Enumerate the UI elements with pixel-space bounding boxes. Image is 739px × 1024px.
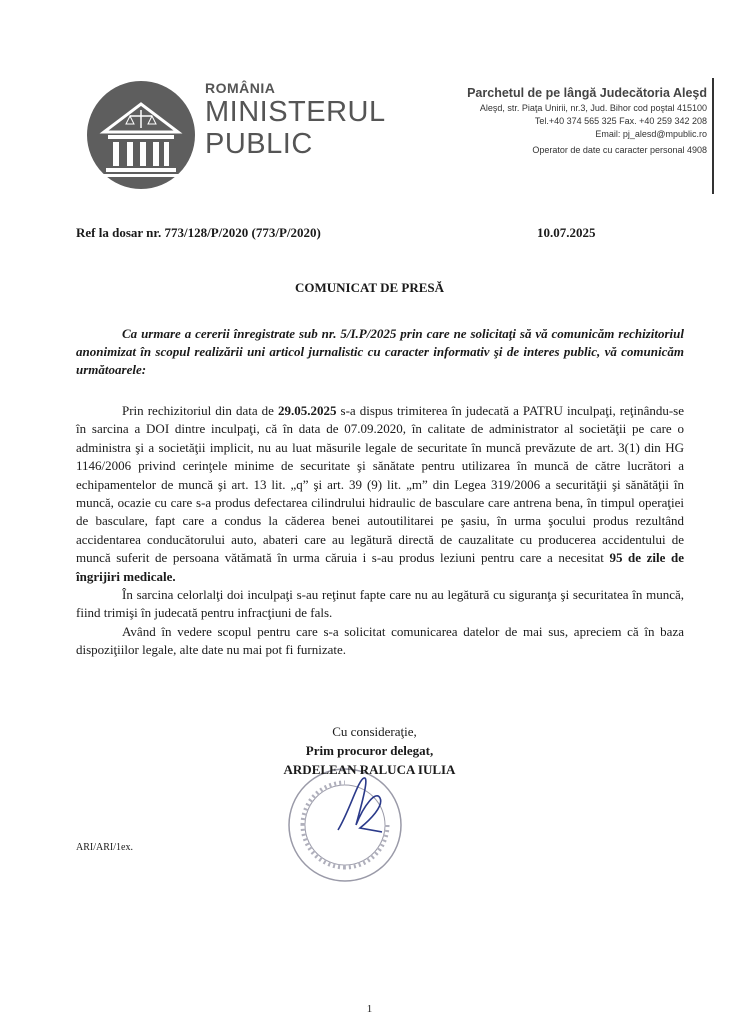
- office-phone-fax: Tel.+40 374 565 325 Fax. +40 259 342 208: [534, 116, 707, 126]
- logo-country: ROMÂNIA: [205, 80, 276, 96]
- paragraph-1: [76, 402, 684, 586]
- logo-org-line2: PUBLIC: [205, 128, 313, 160]
- signer-name: ARDELEAN RALUCA IULIA: [283, 762, 456, 777]
- page-number: 1: [366, 1003, 373, 1015]
- office-email: Email: pj_alesd@mpublic.ro: [595, 129, 707, 139]
- logo-wordmark: [205, 80, 386, 160]
- signer-role: Prim procuror delegat,: [305, 743, 434, 758]
- handwritten-signature-icon: [330, 770, 390, 840]
- office-name: Parchetul de pe lângă Judecătoria Aleşd: [467, 86, 707, 100]
- office-contact-block: [467, 86, 707, 157]
- document-title: COMUNICAT DE PRESĂ: [294, 280, 445, 295]
- paragraph-3: Având în vedere scopul pentru care s-a solicitat comunicarea datelor de mai sus, apreciem că în baza dispoziţiilor legale, alte date nu mai pot fi furnizate.: [76, 623, 684, 658]
- case-reference: Ref la dosar nr. 773/128/P/2020 (773/P/2020): [76, 225, 321, 240]
- data-operator: Operator de date cu caracter personal 4908: [532, 145, 707, 155]
- document-date: 10.07.2025: [537, 225, 596, 240]
- document-initials: ARI/ARI/1ex.: [76, 842, 133, 853]
- document-body: [76, 402, 684, 660]
- intro-paragraph: Ca urmare a cererii înregistrate sub nr. 5/I.P/2025 prin care ne solicitaţi să vă comunicăm rechizitoriul anonimizat în scopul realizării uni articol jurnalistic cu caracter informativ şi de interes public, vă comunicăm următoarele:: [76, 326, 684, 377]
- paragraph-2: În sarcina celorlalţi doi inculpaţi s-au reţinut fapte care nu au legătură cu siguranţa şi securitatea în muncă, fiind trimişi în judecată pentru infracţiuni de fals.: [76, 587, 684, 621]
- closing-salutation: Cu consideraţie,: [332, 724, 417, 739]
- logo-org-line1: MINISTERUL: [205, 96, 386, 128]
- p1-indictment-date: 29.05.2025: [277, 403, 337, 418]
- p1-text-a: Prin rechizitoriul din data de: [122, 403, 278, 418]
- ministerul-public-emblem-icon: [86, 80, 196, 190]
- p1-text-b: s-a dispus trimiterea în judecată a PATRU inculpaţi, reţinându-se în sarcina a DOI dintre inculpaţi, că în data de 07.09.2020, în calitate de administrator al societăţii pe care o administra şi a societăţii implicit, nu au luat măsurile legale de securitate în muncă prevăzute de art. 3(1) din HG 1146/2006 privind cerinţele minime de securitate şi sănătate pentru utilizarea în muncă de către lucrători a echipamentelor de muncă şi art. 13 lit. „q” şi art. 39 (9) lit. „m” din Legea 319/2006 a securităţii şi sănătăţii în muncă, ocazie cu care s-a produs defectarea cilindrului hidraulic de basculare care antrena bena, în timpul operaţiei de basculare, fapt care a condus la căderea benei autoutilitarei pe şasiu, în urma şocului produs rezultând accidentarea conducătorului auto, abateri care au legătură directă de cauzalitate cu producerea accidentului de muncă suferit de persoana vătămată în urma căruia i s-au produs leziuni pentru care a necesitat: [76, 403, 684, 566]
- office-address: Aleşd, str. Piaţa Unirii, nr.3, Jud. Bihor cod poştal 415100: [479, 103, 707, 113]
- p1-medical-days: 95 de zile de îngrijiri medicale.: [76, 550, 684, 584]
- header-divider: [712, 78, 714, 194]
